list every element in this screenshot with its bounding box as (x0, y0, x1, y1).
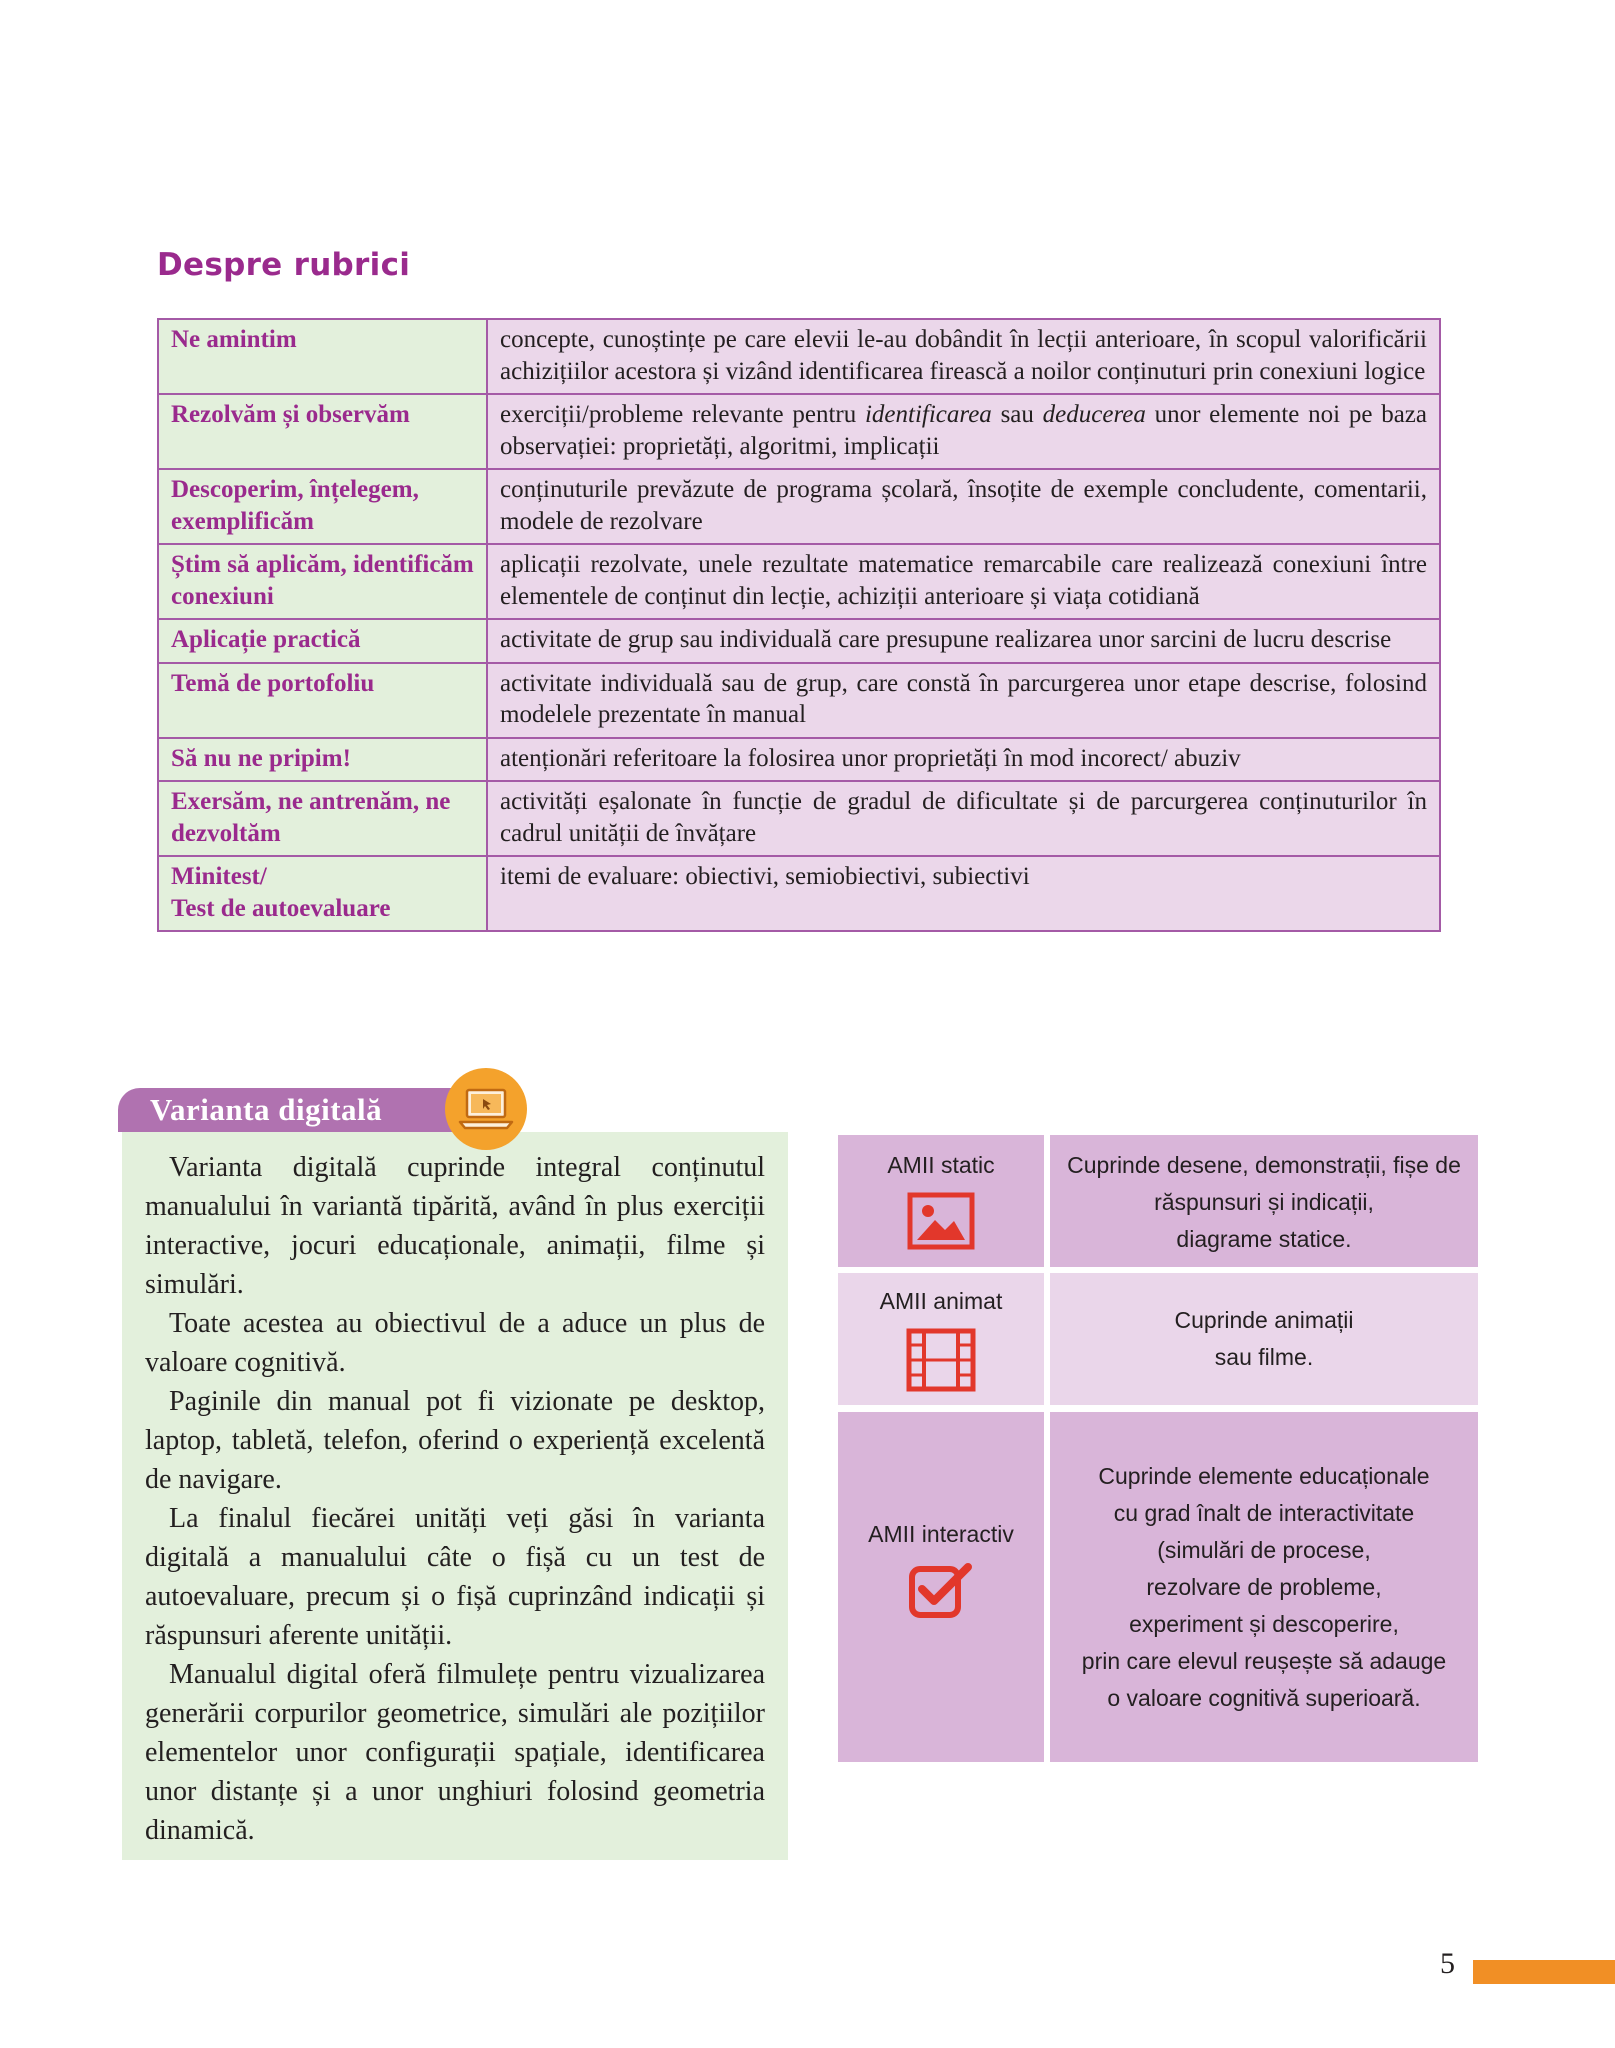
rubric-term: Aplicație practică (158, 619, 487, 663)
digital-title: Varianta digitală (118, 1088, 500, 1132)
checkbox-icon (908, 1561, 974, 1619)
table-row (158, 544, 1440, 619)
rubric-term: Temă de portofoliu (158, 663, 487, 738)
amii-label: AMII interactiv (868, 1520, 1014, 1547)
rubric-description: concepte, cunoștințe pe care elevii le-au dobândit în lecții anterioare, în scopul valorificării achizițiilor acestora și vizând identificarea firească a noilor conținuturi prin conexiuni logice (487, 319, 1440, 394)
table-row (158, 619, 1440, 663)
table-row (158, 738, 1440, 782)
rubric-description: exerciții/probleme relevante pentru identificarea sau deducerea unor elemente noi pe baza observației: proprietăți, algoritmi, implicații (487, 394, 1440, 469)
digital-text (145, 1148, 765, 1850)
film-icon (906, 1328, 976, 1392)
paragraph: Paginile din manual pot fi vizionate pe desktop, laptop, tabletă, telefon, oferind o experiență excelentă de navigare. (145, 1386, 765, 1495)
laptop-icon (445, 1068, 527, 1150)
paragraph: Varianta digitală cuprinde integral conținutul manualului în variantă tipărită, având în plus exerciții interactive, jocuri educaționale, animații, filme și simulări. (145, 1152, 765, 1300)
rubric-term: Minitest/ Test de autoevaluare (158, 856, 487, 931)
amii-row-interactiv (838, 1412, 1478, 1762)
amii-label: AMII static (887, 1152, 995, 1178)
amii-label-cell (838, 1412, 1044, 1762)
rubric-description: activitate individuală sau de grup, care constă în parcurgerea unor etape descrise, folosind modelele prezentate în manual (487, 663, 1440, 738)
rubric-description: conținuturile prevăzute de programa școlară, însoțite de exemple concludente, comentarii, modele de rezolvare (487, 469, 1440, 544)
amii-label-cell (838, 1135, 1044, 1267)
rubric-term: Să nu ne pripim! (158, 738, 487, 782)
amii-description: Cuprinde elemente educaționale cu grad înalt de interactivitate (simulări de procese, rezolvare de probleme, experiment și descoperire, prin care elevul reușește să adauge o valoare cognitivă superioară. (1050, 1412, 1478, 1762)
table-row (158, 856, 1440, 931)
rubric-term: Exersăm, ne antrenăm, ne dezvoltăm (158, 781, 487, 856)
amii-label: AMII animat (879, 1288, 1003, 1314)
rubric-term: Știm să aplicăm, identificăm conexiuni (158, 544, 487, 619)
amii-row-animat (838, 1273, 1478, 1405)
rubric-description: activități eșalonate în funcție de gradul de dificultate și de parcurgerea conținuturilor în cadrul unității de învățare (487, 781, 1440, 856)
rubric-description: itemi de evaluare: obiectivi, semiobiectivi, subiectivi (487, 856, 1440, 931)
rubric-term: Descoperim, înțelegem, exemplificăm (158, 469, 487, 544)
table-row (158, 394, 1440, 469)
table-row (158, 469, 1440, 544)
paragraph: Toate acestea au obiectivul de a aduce un plus de valoare cognitivă. (145, 1308, 765, 1378)
amii-description: Cuprinde desene, demonstrații, fișe de răspunsuri și indicații, diagrame statice. (1050, 1135, 1478, 1267)
amii-row-static (838, 1135, 1478, 1267)
paragraph: Manualul digital oferă filmulețe pentru vizualizarea generării corpurilor geometrice, simulări ale pozițiilor elementelor unor configurații spațiale, identificarea unor distanțe și a unor unghiuri folosind geometria dinamică. (145, 1659, 765, 1846)
table-row (158, 663, 1440, 738)
amii-description: Cuprinde animații sau filme. (1050, 1273, 1478, 1405)
rubric-table (157, 318, 1441, 932)
section-title: Despre rubrici (157, 247, 411, 283)
rubric-term: Rezolvăm și observăm (158, 394, 487, 469)
page-bar (1473, 1960, 1615, 1984)
rubric-description: activitate de grup sau individuală care presupune realizarea unor sarcini de lucru descrise (487, 619, 1440, 663)
rubric-term: Ne amintim (158, 319, 487, 394)
image-icon (907, 1192, 975, 1250)
paragraph: La finalul fiecărei unități veți găsi în varianta digitală a manualului câte o fișă cu un test de autoevaluare, precum și o fișă cuprinzând indicații și răspunsuri aferente unității. (145, 1503, 765, 1651)
table-row (158, 319, 1440, 394)
table-row (158, 781, 1440, 856)
rubric-description: aplicații rezolvate, unele rezultate matematice remarcabile care realizează conexiuni între elementele de conținut din lecție, achiziții anterioare și viața cotidiană (487, 544, 1440, 619)
rubric-description: atenționări referitoare la folosirea unor proprietăți în mod incorect/ abuziv (487, 738, 1440, 782)
page-number: 5 (1440, 1947, 1455, 1980)
amii-label-cell (838, 1273, 1044, 1405)
